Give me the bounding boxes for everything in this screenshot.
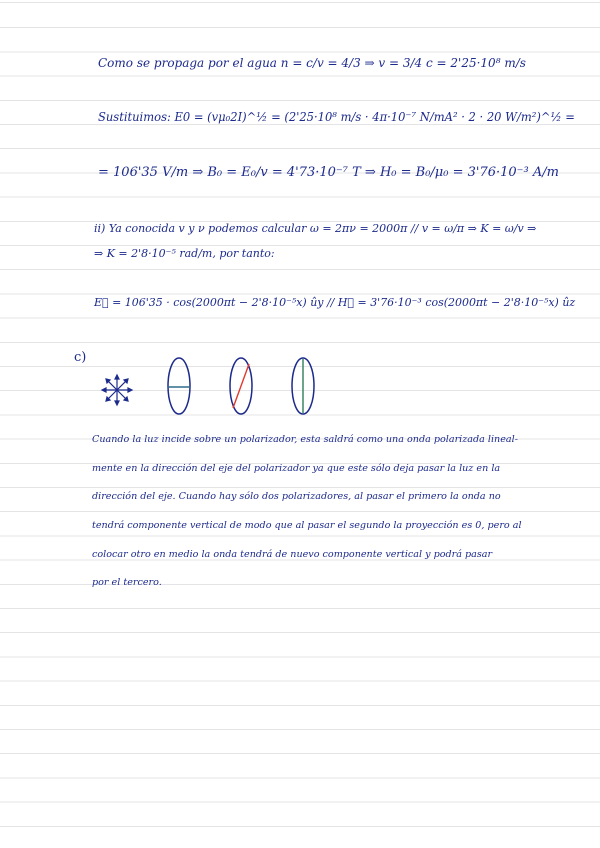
substitution-line: Sustituimos: E0 = (vμ₀2I)^½ = (2'25·10⁸ m/s · 4π·10⁻⁷ N/mA² · 2 · 20 W/m²)^½ = xyxy=(98,110,575,124)
polarizer-vertical-icon xyxy=(290,356,316,416)
wave-equations-line: E⃗ = 106'35 · cos(2000πt − 2'8·10⁻⁵x) ûy // H⃗ = 3'76·10⁻³ cos(2000πt − 2'8·10⁻⁵x) ûz xyxy=(94,296,576,309)
paragraph-line-5: colocar otro en medio la onda tendrá de nuevo componente vertical y podrá pasar xyxy=(92,549,493,560)
wave-number-line: ⇒ K = 2'8·10⁻⁵ rad/m, por tanto: xyxy=(94,247,275,260)
part-ii-line: ii) Ya conocida v y ν podemos calcular ω = 2πν = 2000π // v = ω/π ⇒ K = ω/v ⇒ xyxy=(94,222,537,235)
paragraph-line-1: Cuando la luz incide sobre un polarizador, esta saldrá como una onda polarizada lineal- xyxy=(92,434,518,445)
unpolarized-light-icon xyxy=(100,373,134,407)
polarizer-diagonal-icon xyxy=(228,356,254,416)
explanation-paragraph xyxy=(92,430,567,590)
propagation-line: Como se propaga por el agua n = c/v = 4/3 ⇒ v = 3/4 c = 2'25·10⁸ m/s xyxy=(98,56,526,70)
paragraph-line-4: tendrá componente vertical de modo que al pasar el segundo la proyección es 0, pero al xyxy=(92,520,522,531)
paragraph-line-2: mente en la dirección del eje del polarizador ya que este sólo deja pasar la luz en la xyxy=(92,463,501,474)
paragraph-line-3: dirección del eje. Cuando hay sólo dos polarizadores, al pasar el primero la onda no xyxy=(92,491,501,502)
paragraph-line-6: por el tercero. xyxy=(92,577,162,588)
part-c-label: c) xyxy=(74,350,87,365)
fields-result-line: = 106'35 V/m ⇒ B₀ = E₀/v = 4'73·10⁻⁷ T ⇒ H₀ = B₀/μ₀ = 3'76·10⁻³ A/m xyxy=(98,165,559,180)
polarizer-horizontal-icon xyxy=(166,356,192,416)
